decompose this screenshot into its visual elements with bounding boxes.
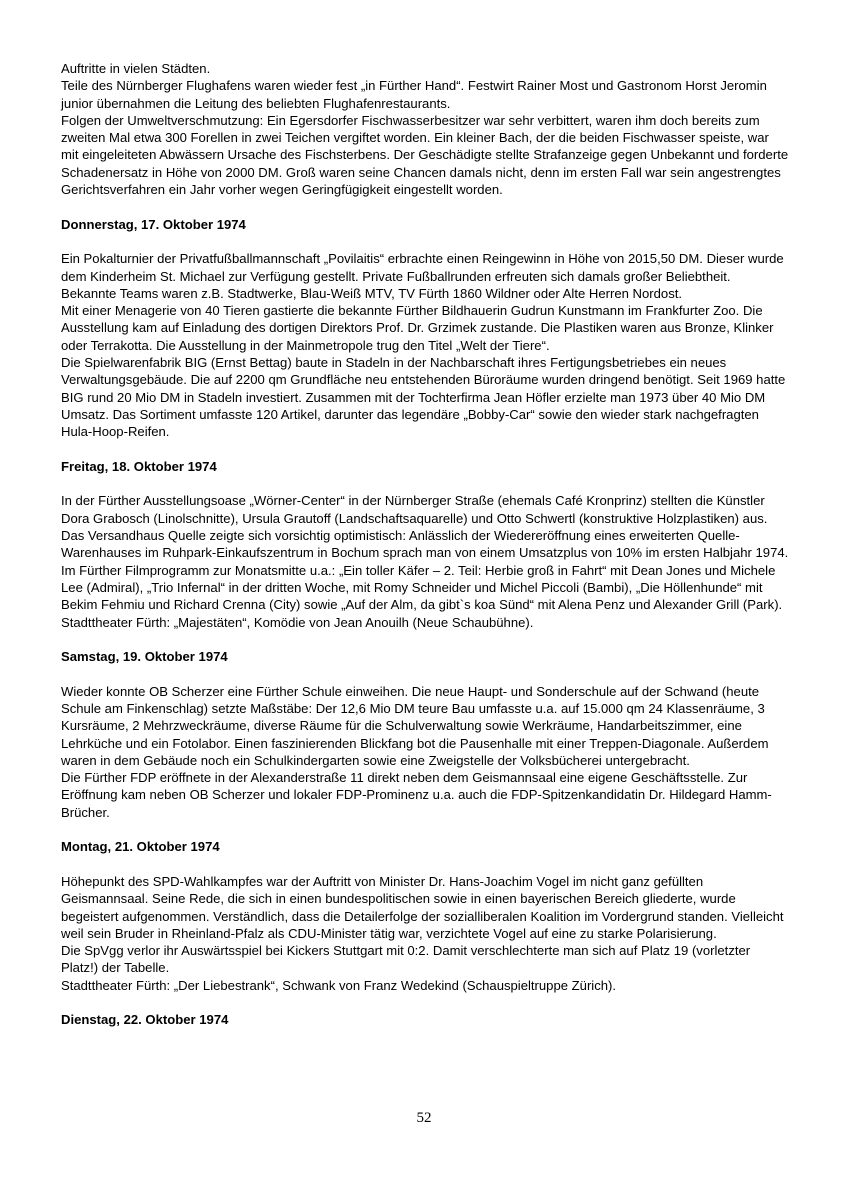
paragraph: Teile des Nürnberger Flughafens waren wieder fest „in Fürther Hand“. Festwirt Rainer Most und Gastronom Horst Jeromin junior übernahmen die Leitung des beliebten Flughafenrestaurants. — [61, 78, 767, 111]
paragraph: Das Versandhaus Quelle zeigte sich vorsichtig optimistisch: Anlässlich der Wiedereröffnung eines erweiterten Quelle-Warenhauses im Ruhpark-Einkaufszentrum in Bochum sprach man von einem Umsatzplus von 10% im ersten Halbjahr 1974. — [61, 528, 789, 561]
paragraph: Höhepunkt des SPD-Wahlkampfes war der Auftritt von Minister Dr. Hans-Joachim Vogel im nicht ganz gefüllten Geismannsaal. Seine Rede, die sich in einen bundespolitischen sowie in einen bayerischen Bereich gliederte, wurde begeistert aufgenommen. Verständlich, dass die Detailerfolge der sozialliberalen Koalition im Vordergrund standen. Vielleicht weil sein Bruder in Rheinland-Pfalz als CDU-Minister tätig war, verzichtete Vogel auf eine zu starke Polarisierung. — [61, 873, 784, 941]
paragraph: Die Fürther FDP eröffnete in der Alexanderstraße 11 direkt neben dem Geismannsaal eine eigene Geschäftsstelle. Zur Eröffnung kam neben OB Scherzer und lokaler FDP-Prominenz u.a. auch die FDP-Spitzenkandidatin Dr. Hildegard Hamm-Brücher. — [61, 770, 772, 820]
paragraph: Stadttheater Fürth: „Der Liebestrank“, Schwank von Franz Wedekind (Schauspieltruppe Zürich). — [61, 977, 617, 993]
section-heading: Samstag, 19. Oktober 1974 — [61, 649, 228, 665]
paragraph: Ein Pokalturnier der Privatfußballmannschaft „Povilaitis“ erbrachte einen Reingewinn in Höhe von 2015,50 DM. Dieser wurde dem Kinderheim St. Michael zur Verfügung gestellt. Private Fußballrunden erfreuten sich damals großer Beliebtheit. Bekannte Teams waren z.B. Stadtwerke, Blau-Weiß MTV, TV Fürth 1860 Wildner oder Alte Herren Nordost. — [61, 251, 784, 301]
paragraph: In der Fürther Ausstellungsoase „Wörner-Center“ in der Nürnberger Straße (ehemals Café Kronprinz) stellten die Künstler Dora Grabosch (Linolschnitte), Ursula Grautoff (Landschaftsaquarelle) und Otto Schwertl (konstruktive Holzplastiken) aus. — [61, 493, 768, 526]
section-friday — [61, 458, 789, 631]
section-thursday — [61, 216, 789, 441]
paragraph: Die Spielwarenfabrik BIG (Ernst Bettag) baute in Stadeln in der Nachbarschaft ihres Fertigungsbetriebes ein neues Verwaltungsgebäude. Die auf 2200 qm Grundfläche neu entstehenden Büroräume wurden dringend benötigt. Seit 1969 hatte BIG rund 20 Mio DM in Stadeln investiert. Zusammen mit der Tochterfirma Jean Höfler erzielte man 1973 über 40 Mio DM Umsatz. Das Sortiment umfasste 120 Artikel, darunter das legendäre „Bobby-Car“ sowie den wieder stark nachgefragten Hula-Hoop-Reifen. — [61, 355, 786, 440]
paragraph: Mit einer Menagerie von 40 Tieren gastierte die bekannte Fürther Bildhauerin Gudrun Kunstmann im Frankfurter Zoo. Die Ausstellung kam auf Einladung des dortigen Direktors Prof. Dr. Grzimek zustande. Die Plastiken waren aus Bronze, Klinker oder Terrakotta. Die Ausstellung in der Mainmetropole trug den Titel „Welt der Tiere“. — [61, 303, 774, 353]
section-saturday — [61, 648, 789, 821]
section-tuesday — [61, 1011, 789, 1028]
paragraph: Wieder konnte OB Scherzer eine Fürther Schule einweihen. Die neue Haupt- und Sonderschule auf der Schwand (heute Schule am Finkenschlag) setzte Maßstäbe: Der 12,6 Mio DM teure Bau umfasste u.a. auf 15.000 qm 24 Klassenräume, 3 Kursräume, 2 Mehrzweckräume, diverse Räume für die Schulverwaltung sowie Werkräume, Handarbeitszimmer, eine Lehrküche und ein Fotolabor. Einen faszinierenden Blickfang bot die Pausenhalle mit einer Treppen-Diagonale. Außerdem waren in dem Gebäude noch ein Schulkindergarten sowie eine Zweigstelle der Volksbücherei untergebracht. — [61, 683, 769, 768]
document-page — [61, 60, 789, 1046]
section-heading: Donnerstag, 17. Oktober 1974 — [61, 216, 246, 232]
section-heading: Montag, 21. Oktober 1974 — [61, 839, 220, 855]
paragraph: Folgen der Umweltverschmutzung: Ein Egersdorfer Fischwasserbesitzer war sehr verbittert, waren ihm doch bereits zum zweiten Mal etwa 300 Forellen in zwei Teichen vergiftet worden. Ein kleiner Bach, der die beiden Fischwasser speiste, war mit eingeleiteten Abwässern Ursache des Fischsterbens. Der Geschädigte stellte Strafanzeige gegen Unbekannt und forderte Schadenersatz in Höhe von 2000 DM. Groß waren seine Chancen damals nicht, denn im ersten Fall war sein angestrengtes Gerichtsverfahren ein Jahr vorher wegen Geringfügigkeit eingestellt worden. — [61, 112, 789, 198]
paragraph: Auftritte in vielen Städten. — [61, 61, 211, 76]
page-number: 52 — [416, 1110, 432, 1126]
section-monday — [61, 838, 789, 994]
paragraph: Stadttheater Fürth: „Majestäten“, Komödie von Jean Anouilh (Neue Schaubühne). — [61, 614, 534, 630]
intro-block — [61, 60, 789, 198]
paragraph: Im Fürther Filmprogramm zur Monatsmitte u.a.: „Ein toller Käfer – 2. Teil: Herbie groß in Fahrt“ mit Dean Jones und Michele Lee (Admiral), „Trio Infernal“ in der dritten Woche, mit Romy Schneider und Michel Piccoli (Bambi), „Die Höllenhunde“ mit Bekim Fehmiu und Richard Crenna (City) sowie „Auf der Alm, da gibt`s koa Sünd“ mit Alena Penz und Alexander Grill (Park). — [61, 562, 783, 613]
section-heading: Dienstag, 22. Oktober 1974 — [61, 1012, 229, 1028]
section-heading: Freitag, 18. Oktober 1974 — [61, 458, 217, 474]
paragraph: Die SpVgg verlor ihr Auswärtsspiel bei Kickers Stuttgart mit 0:2. Damit verschlechterte man sich auf Platz 19 (vorletzter Platz!) der Tabelle. — [61, 943, 751, 976]
